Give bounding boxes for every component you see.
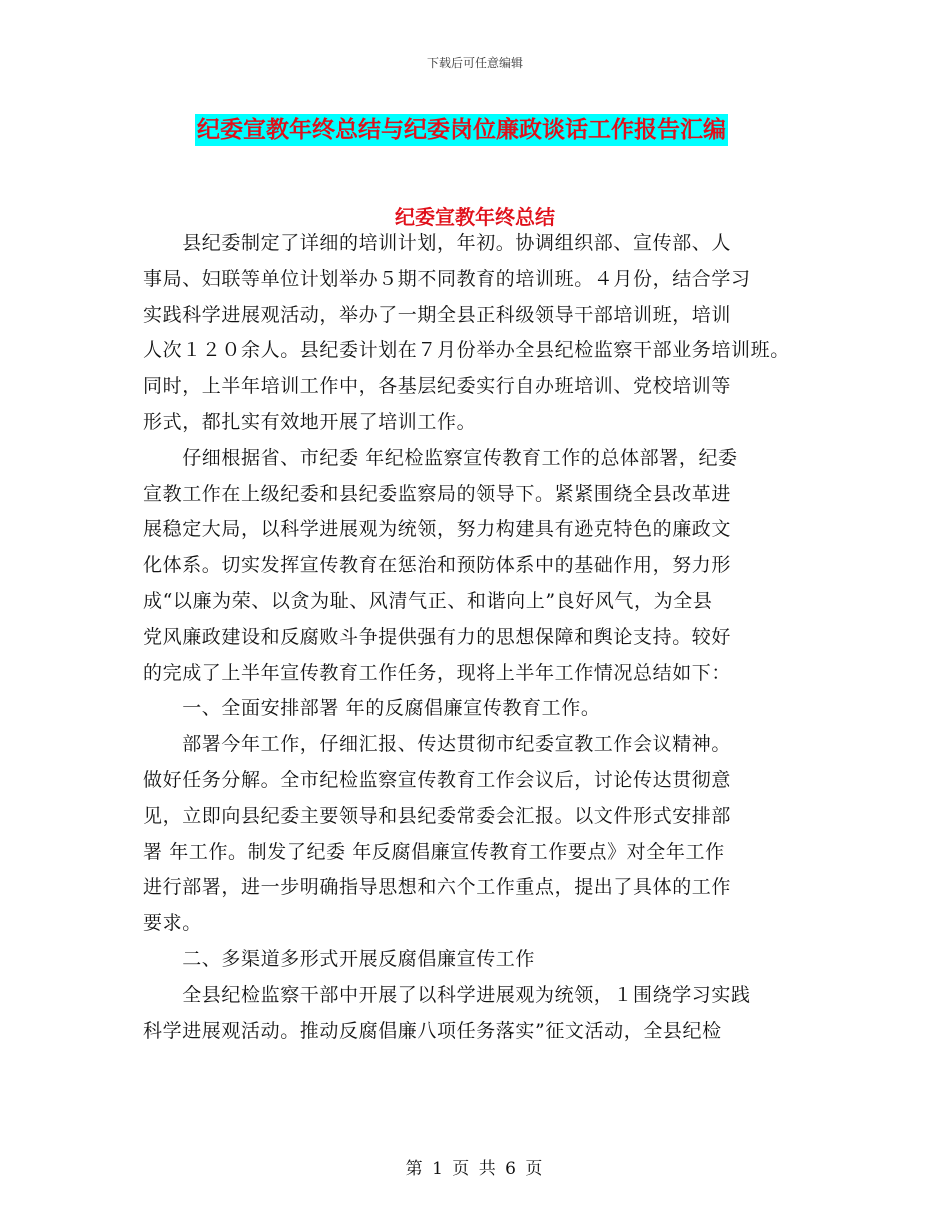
body-line: 进行部署，进一步明确指导思想和六个工作重点，提出了具体的工作 [143, 876, 732, 899]
body-line: 一、全面安排部署 年的反腐倡廉宣传教育工作。 [143, 697, 601, 720]
section-title: 纪委宣教年终总结 [395, 205, 555, 229]
body-line: 党风廉政建设和反腐败斗争提供强有力的思想保障和舆论支持。较好 [143, 625, 732, 648]
document-title: 纪委宣教年终总结与纪委岗位廉政谈话工作报告汇编 [195, 114, 728, 146]
body-line: 人次１２０余人。县纪委计划在７月份举办全县纪检监察干部业务培训班。 [143, 339, 790, 362]
body-line: 要求。 [143, 912, 202, 935]
body-line: 事局、妇联等单位计划举办５期不同教育的培训班。４月份，结合学习 [143, 267, 751, 290]
body-line: 的完成了上半年宣传教育工作任务，现将上半年工作情况总结如下： [143, 661, 732, 684]
body-line: 全县纪检监察干部中开展了以科学进展观为统领，１围绕学习实践 [143, 983, 751, 1006]
body-line: 县纪委制定了详细的培训计划，年初。协调组织部、宣传部、人 [143, 232, 732, 254]
header-note: 下载后可任意编辑 [426, 56, 523, 70]
body-line: 署 年工作。制发了纪委 年反腐倡廉宣传教育工作要点》对全年工作 [143, 840, 725, 863]
body-line: 部署今年工作，仔细汇报、传达贯彻市纪委宣教工作会议精神。 [143, 733, 732, 756]
page-number-footer: 第 1 页 共 6 页 [405, 1159, 545, 1179]
body-line: 展稳定大局，以科学进展观为统领，努力构建具有逊克特色的廉政文 [143, 518, 732, 541]
body-line: 见，立即向县纪委主要领导和县纪委常委会汇报。以文件形式安排部 [143, 804, 732, 827]
body-line: 成“以廉为荣、以贪为耻、风清气正、和谐向上”良好风气，为全县 [143, 589, 713, 612]
body-line: 化体系。切实发挥宣传教育在惩治和预防体系中的基础作用，努力形 [143, 554, 732, 577]
body-line: 形式，都扎实有效地开展了培训工作。 [143, 410, 477, 433]
body-line: 做好任务分解。全市纪检监察宣传教育工作会议后，讨论传达贯彻意 [143, 768, 732, 791]
body-line: 二、多渠道多形式开展反腐倡廉宣传工作 [143, 947, 536, 970]
body-line: 实践科学进展观活动，举办了一期全县正科级领导干部培训班，培训 [143, 303, 732, 326]
body-text [143, 226, 823, 1049]
body-line: 仔细根据省、市纪委 年纪检监察宣传教育工作的总体部署，纪委 [143, 446, 738, 469]
body-line: 宣教工作在上级纪委和县纪委监察局的领导下。紧紧围绕全县改革进 [143, 482, 732, 505]
body-line: 科学进展观活动。推动反腐倡廉八项任务落实”征文活动，全县纪检 [143, 1019, 722, 1042]
body-line: 同时，上半年培训工作中，各基层纪委实行自办班培训、党校培训等 [143, 375, 732, 398]
